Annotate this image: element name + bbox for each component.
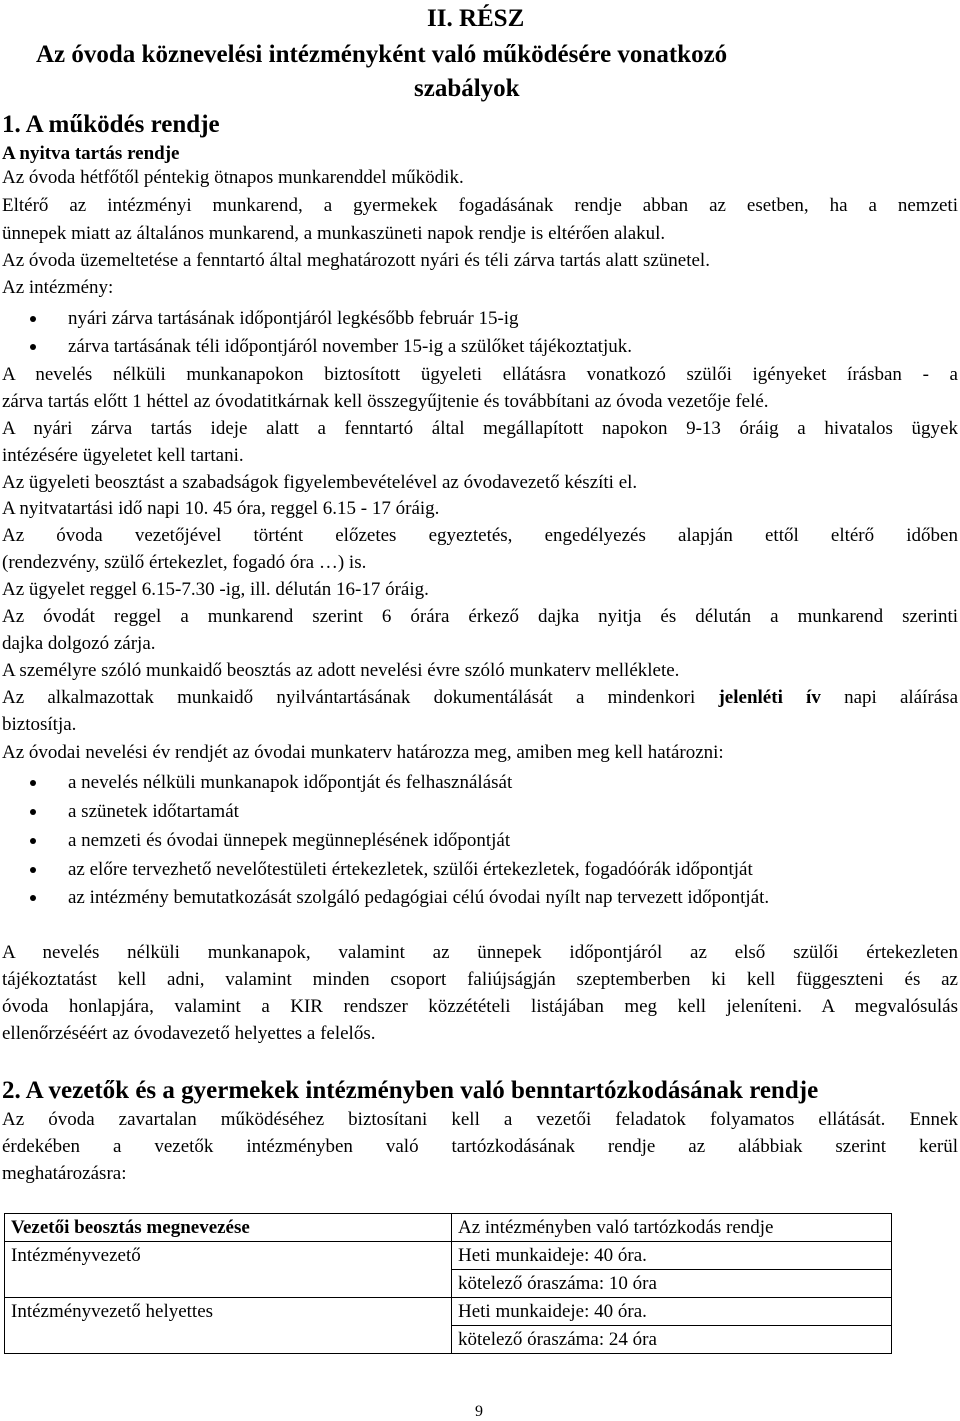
table-cell: kötelező óraszáma: 24 óra xyxy=(452,1326,892,1354)
table-cell: Heti munkaideje: 40 óra. xyxy=(452,1242,892,1270)
table-row xyxy=(5,1270,892,1298)
paragraph-line: Az óvoda vezetőjével történt előzetes egyeztetés, engedélyezés alapján ettől eltérő időben xyxy=(2,525,958,546)
paragraph-line: Az óvodai nevelési év rendjét az óvodai munkaterv határozza meg, amiben meg kell határozni: xyxy=(2,742,724,763)
bullet-icon xyxy=(30,895,36,901)
paragraph-line: Az ügyelet reggel 6.15-7.30 -ig, ill. délután 16-17 óráig. xyxy=(2,579,429,600)
list-item-text: a szünetek időtartamát xyxy=(68,801,239,822)
table-cell: Intézményvezető helyettes xyxy=(5,1298,452,1326)
paragraph-line: A nevelés nélküli munkanapok, valamint az ünnepek időpontjáról az első szülői értekezleten xyxy=(2,942,958,963)
table-header-row xyxy=(5,1214,892,1242)
table-row xyxy=(5,1298,892,1326)
paragraph-line: A nyitvatartási idő napi 10. 45 óra, reggel 6.15 - 17 óráig. xyxy=(2,498,440,519)
paragraph-line: Az óvodát reggel a munkarend szerint 6 órára érkező dajka nyitja és délután a munkarend szerinti xyxy=(2,606,958,627)
list-item-text: nyári zárva tartásának időpontjáról legkésőbb február 15-ig xyxy=(68,308,519,329)
text-run: napi aláírása xyxy=(844,687,958,708)
paragraph-line: óvoda honlapjára, valamint a KIR rendszer közzétételi listájában meg kell jeleníteni. A megvalósulás xyxy=(2,996,958,1017)
bullet-icon xyxy=(30,867,36,873)
table-row xyxy=(5,1242,892,1270)
subsection-heading: A nyitva tartás rendje xyxy=(2,143,180,164)
paragraph-line: A személyre szóló munkaidő beosztás az adott nevelési évre szóló munkaterv melléklete. xyxy=(2,660,680,681)
paragraph-line: ellenőrzéséért az óvodavezető helyettes a felelős. xyxy=(2,1023,376,1044)
table-cell xyxy=(5,1326,452,1354)
paragraph-line: A nyári zárva tartás ideje alatt a fenntartó által megállapított napokon 9-13 óráig a hivatalos ügyek xyxy=(2,418,958,439)
table-cell xyxy=(5,1270,452,1298)
table-header-cell: Az intézményben való tartózkodás rendje xyxy=(452,1214,892,1242)
chapter-title-line-1: Az óvoda köznevelési intézményként való működésére vonatkozó xyxy=(36,41,728,68)
paragraph-line: A nevelés nélküli munkanapokon biztosított ügyeleti ellátásra vonatkozó szülői igényeket írásban - a xyxy=(2,364,958,385)
paragraph-line: tájékoztatást kell adni, valamint minden csoport faliújságján szeptemberben ki kell függeszteni és az xyxy=(2,969,958,990)
table-row xyxy=(5,1326,892,1354)
section-1-heading: 1. A működés rendje xyxy=(2,111,220,138)
paragraph-line: érdekében a vezetők intézményben való tartózkodásának rendje az alábbiak szerint kerül xyxy=(2,1136,958,1157)
bullet-icon xyxy=(30,344,36,350)
list-item-text: a nemzeti és óvodai ünnepek megünneplésének időpontját xyxy=(68,830,511,851)
list-item-text: az előre tervezhető nevelőtestületi értekezletek, szülői értekezletek, fogadóórák időpontját xyxy=(68,859,753,880)
paragraph-line: dajka dolgozó zárja. xyxy=(2,633,156,654)
paragraph-line: biztosítja. xyxy=(2,714,77,735)
list-item-text: a nevelés nélküli munkanapok időpontját és felhasználását xyxy=(68,772,513,793)
bullet-icon xyxy=(30,780,36,786)
list-item-text: az intézmény bemutatkozását szolgáló pedagógiai célú óvodai nyílt nap tervezett időpontját. xyxy=(68,887,770,908)
chapter-title-line-2: szabályok xyxy=(414,75,520,102)
section-2-heading: 2. A vezetők és a gyermekek intézményben való benntartózkodásának rendje xyxy=(2,1077,819,1104)
text-run: Az alkalmazottak munkaidő nyilvántartásának dokumentálását a mindenkori xyxy=(2,687,696,708)
paragraph-line: Az óvoda üzemeltetése a fenntartó által meghatározott nyári és téli zárva tartás alatt szünetel. xyxy=(2,250,710,271)
paragraph-line: Eltérő az intézményi munkarend, a gyermekek fogadásának rendje abban az esetben, ha a nemzeti xyxy=(2,195,958,216)
paragraph-line: Az óvoda hétfőtől péntekig ötnapos munkarenddel működik. xyxy=(2,167,464,188)
table-cell: Intézményvezető xyxy=(5,1242,452,1270)
list-item-text: zárva tartásának téli időpontjáról november 15-ig a szülőket tájékoztatjuk. xyxy=(68,336,632,357)
table-header-cell: Vezetői beosztás megnevezése xyxy=(5,1214,452,1242)
bullet-icon xyxy=(30,838,36,844)
paragraph-line: meghatározásra: xyxy=(2,1163,127,1184)
paragraph-line: ünnepek miatt az általános munkarend, a munkaszüneti napok rendje is eltérően alakul. xyxy=(2,223,666,244)
part-heading: II. RÉSZ xyxy=(427,5,525,32)
bullet-icon xyxy=(30,316,36,322)
paragraph-line: Az intézmény: xyxy=(2,277,114,298)
paragraph-line: (rendezvény, szülő értekezlet, fogadó óra …) is. xyxy=(2,552,367,573)
paragraph-line: intézésére ügyeletet kell tartani. xyxy=(2,445,244,466)
page-number: 9 xyxy=(475,1403,483,1420)
leader-presence-table xyxy=(4,1213,892,1354)
table-cell: Heti munkaideje: 40 óra. xyxy=(452,1298,892,1326)
table-cell: kötelező óraszáma: 10 óra xyxy=(452,1270,892,1298)
bullet-icon xyxy=(30,809,36,815)
paragraph-line: zárva tartás előtt 1 héttel az óvodatitkárnak kell összegyűjtenie és továbbítani az óvoda vezetője felé. xyxy=(2,391,769,412)
paragraph-line: Az óvoda zavartalan működéséhez biztosítani kell a vezetői feladatok folyamatos ellátását. Ennek xyxy=(2,1109,958,1130)
paragraph-line: Az ügyeleti beosztást a szabadságok figyelembevételével az óvodavezető készíti el. xyxy=(2,472,638,493)
paragraph-line xyxy=(2,686,958,710)
emphasized-term: jelenléti ív xyxy=(718,687,821,708)
